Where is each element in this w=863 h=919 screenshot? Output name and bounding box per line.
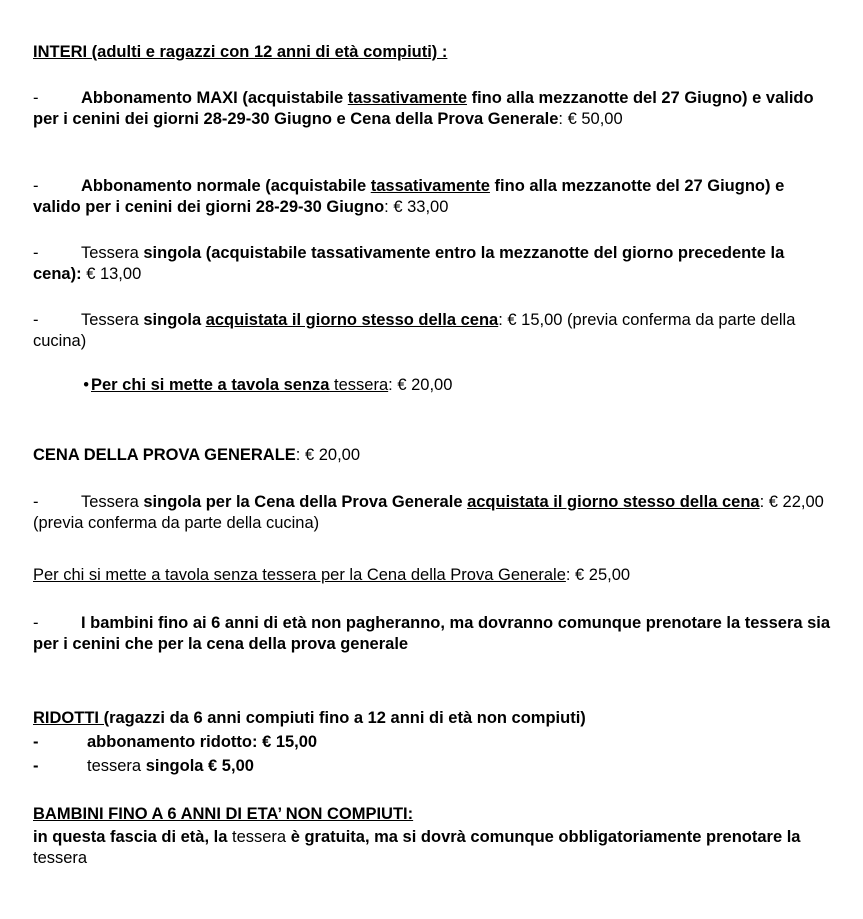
- prova-heading: CENA DELLA PROVA GENERALE: € 20,00: [33, 446, 361, 464]
- interi-heading: INTERI (adulti e ragazzi con 12 anni di età compiuti) :: [33, 43, 448, 61]
- ridotti-heading: RIDOTTI (ragazzi da 6 anni compiuti fino a 12 anni di età non compiuti): [33, 709, 586, 727]
- prova-stesso-item: - Tessera singola per la Cena della Prova Generale acquistata il giorno stesso della cena: € 22,00 (previa conferma da parte della cucina): [33, 493, 824, 532]
- bambini-text: in questa fascia di età, la tessera è gratuita, ma si dovrà comunque obbligatoriamente prenotare la tessera: [33, 828, 801, 867]
- ridotti-abbonamento-item: - abbonamento ridotto: € 15,00: [33, 733, 318, 751]
- interi-senza-item: • Per chi si mette a tavola senza tessera: € 20,00: [83, 376, 453, 394]
- prova-bambini-item: - I bambini fino ai 6 anni di età non pagheranno, ma dovranno comunque prenotare la tessera sia per i cenini che per la cena della prova generale: [33, 614, 831, 653]
- interi-stesso-item: - Tessera singola acquistata il giorno stesso della cena: € 15,00 (previa conferma da parte della cucina): [33, 311, 796, 350]
- interi-maxi-item: - Abbonamento MAXI (acquistabile tassativamente fino alla mezzanotte del 27 Giugno) e valido per i cenini dei giorni 28-29-30 Giugno e Cena della Prova Generale: € 50,00: [33, 89, 814, 128]
- ridotti-tessera-item: - tessera singola € 5,00: [33, 757, 254, 775]
- prova-senza-item: Per chi si mette a tavola senza tessera per la Cena della Prova Generale: € 25,00: [33, 566, 631, 584]
- interi-singola-item: - Tessera singola (acquistabile tassativamente entro la mezzanotte del giorno precedente la cena): € 13,00: [33, 244, 785, 283]
- interi-normale-item: - Abbonamento normale (acquistabile tassativamente fino alla mezzanotte del 27 Giugno) e valido per i cenini dei giorni 28-29-30 Giugno: € 33,00: [33, 177, 785, 216]
- bambini-heading: BAMBINI FINO A 6 ANNI DI ETA’ NON COMPIUTI:: [33, 805, 414, 823]
